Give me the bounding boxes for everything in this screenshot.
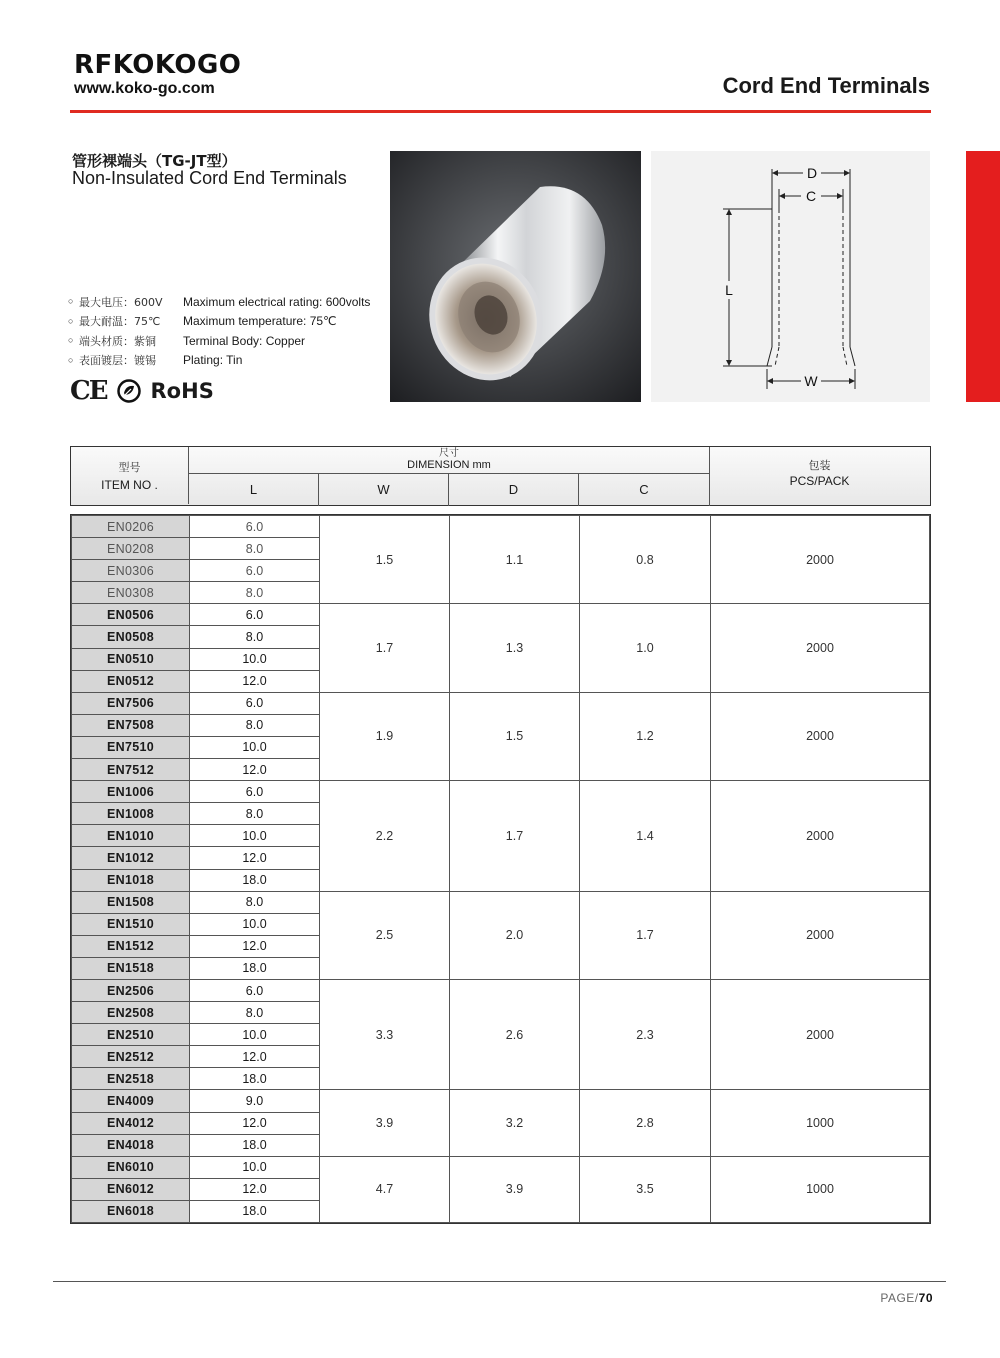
item-number-cell: EN4009 (72, 1090, 190, 1112)
length-cell: 12.0 (190, 1112, 320, 1134)
item-number-cell: EN2508 (72, 1002, 190, 1024)
item-number-cell: EN1008 (72, 803, 190, 825)
diagram-label-l: L (725, 282, 733, 298)
width-cell: 2.2 (320, 781, 450, 891)
item-number-cell: EN6010 (72, 1156, 190, 1178)
spec-label-cn: 最大电压：600V (79, 295, 163, 309)
width-cell: 4.7 (320, 1156, 450, 1222)
spec-table (70, 514, 931, 1224)
page-label: PAGE/ (880, 1291, 919, 1305)
length-cell: 10.0 (190, 1156, 320, 1178)
rohs-mark: RoHS (150, 379, 214, 403)
dimension-diagram (651, 151, 930, 402)
length-cell: 18.0 (190, 869, 320, 891)
c-dimension-cell: 1.0 (580, 604, 711, 692)
spec-item (68, 292, 370, 312)
length-cell: 6.0 (190, 516, 320, 538)
length-cell: 6.0 (190, 604, 320, 626)
item-number-cell: EN6018 (72, 1200, 190, 1222)
pack-quantity-cell: 1000 (711, 1156, 930, 1222)
header-col-l: L (189, 474, 319, 506)
d-dimension-cell: 1.1 (450, 516, 580, 604)
header-col-w: W (319, 474, 449, 506)
length-cell: 12.0 (190, 759, 320, 781)
header-col-d: D (449, 474, 579, 506)
header-dimension (189, 447, 710, 473)
item-number-cell: EN4018 (72, 1134, 190, 1156)
product-title-cn: 管形裸端头（TG-JT型） (72, 152, 237, 170)
spec-label-en: Plating: Tin (183, 353, 243, 368)
length-cell: 12.0 (190, 670, 320, 692)
bullet-ring-icon: ○ (68, 335, 74, 346)
spec-label-cn: 最大耐温：75℃ (79, 315, 161, 329)
d-dimension-cell: 3.2 (450, 1090, 580, 1156)
page-title: Cord End Terminals (722, 73, 930, 98)
section-tab-marker (966, 151, 1000, 402)
page-number (880, 1291, 933, 1305)
length-cell: 12.0 (190, 847, 320, 869)
table-row (72, 604, 930, 626)
length-cell: 8.0 (190, 626, 320, 648)
item-number-cell: EN6012 (72, 1178, 190, 1200)
spec-item (68, 351, 370, 371)
length-cell: 8.0 (190, 803, 320, 825)
item-number-cell: EN7510 (72, 736, 190, 758)
header-divider (70, 110, 931, 113)
item-number-cell: EN1018 (72, 869, 190, 891)
bullet-ring-icon: ○ (68, 296, 74, 307)
length-cell: 12.0 (190, 1178, 320, 1200)
c-dimension-cell: 3.5 (580, 1156, 711, 1222)
c-dimension-cell: 1.7 (580, 891, 711, 979)
item-number-cell: EN1006 (72, 781, 190, 803)
diagram-label-d: D (806, 165, 818, 181)
website-url[interactable]: www.koko-go.com (74, 80, 215, 97)
header-pack-cn: 包装 (808, 459, 831, 472)
header-col-c: C (579, 474, 710, 506)
d-dimension-cell: 2.6 (450, 979, 580, 1089)
item-number-cell: EN0206 (72, 516, 190, 538)
length-cell: 8.0 (190, 891, 320, 913)
item-number-cell: EN1512 (72, 935, 190, 957)
item-number-cell: EN0306 (72, 560, 190, 582)
diagram-label-c: C (805, 188, 817, 204)
length-cell: 18.0 (190, 957, 320, 979)
length-cell: 6.0 (190, 781, 320, 803)
header-pack (710, 447, 929, 504)
width-cell: 3.3 (320, 979, 450, 1089)
item-number-cell: EN4012 (72, 1112, 190, 1134)
item-number-cell: EN1010 (72, 825, 190, 847)
item-number-cell: EN0512 (72, 670, 190, 692)
diagram-label-w: W (804, 373, 818, 389)
pack-quantity-cell: 2000 (711, 604, 930, 692)
length-cell: 8.0 (190, 538, 320, 560)
certification-marks (70, 376, 214, 406)
length-cell: 10.0 (190, 736, 320, 758)
table-row (72, 891, 930, 913)
header-dimension-en: DIMENSION mm (407, 459, 491, 471)
item-number-cell: EN0506 (72, 604, 190, 626)
length-cell: 12.0 (190, 1046, 320, 1068)
length-cell: 12.0 (190, 935, 320, 957)
c-dimension-cell: 0.8 (580, 516, 711, 604)
table-row (72, 1090, 930, 1112)
header-item-cn: 型号 (118, 461, 141, 474)
pack-quantity-cell: 2000 (711, 516, 930, 604)
d-dimension-cell: 3.9 (450, 1156, 580, 1222)
d-dimension-cell: 1.7 (450, 781, 580, 891)
length-cell: 6.0 (190, 979, 320, 1001)
spec-label-en: Maximum electrical rating: 600volts (183, 294, 371, 309)
length-cell: 6.0 (190, 560, 320, 582)
length-cell: 18.0 (190, 1200, 320, 1222)
spec-item (68, 312, 370, 332)
c-dimension-cell: 2.8 (580, 1090, 711, 1156)
spec-label-cn: 端头材质：紫铜 (79, 334, 156, 348)
width-cell: 1.5 (320, 516, 450, 604)
pack-quantity-cell: 2000 (711, 781, 930, 891)
d-dimension-cell: 1.3 (450, 604, 580, 692)
item-number-cell: EN1510 (72, 913, 190, 935)
product-title-en: Non-Insulated Cord End Terminals (72, 168, 347, 188)
length-cell: 8.0 (190, 714, 320, 736)
table-header (70, 446, 931, 506)
spec-label-en: Terminal Body: Copper (183, 333, 306, 348)
item-number-cell: EN2510 (72, 1024, 190, 1046)
item-number-cell: EN0208 (72, 538, 190, 560)
length-cell: 10.0 (190, 1024, 320, 1046)
page-number-value: 70 (918, 1291, 933, 1305)
item-number-cell: EN2512 (72, 1046, 190, 1068)
table-row (72, 692, 930, 714)
table-row (72, 979, 930, 1001)
footer-divider (53, 1281, 946, 1282)
c-dimension-cell: 1.2 (580, 692, 711, 780)
width-cell: 2.5 (320, 891, 450, 979)
width-cell: 1.7 (320, 604, 450, 692)
item-number-cell: EN7512 (72, 759, 190, 781)
length-cell: 6.0 (190, 692, 320, 714)
length-cell: 10.0 (190, 913, 320, 935)
width-cell: 3.9 (320, 1090, 450, 1156)
item-number-cell: EN1518 (72, 957, 190, 979)
c-dimension-cell: 1.4 (580, 781, 711, 891)
pack-quantity-cell: 2000 (711, 979, 930, 1089)
length-cell: 9.0 (190, 1090, 320, 1112)
item-number-cell: EN1508 (72, 891, 190, 913)
item-number-cell: EN0308 (72, 582, 190, 604)
bullet-ring-icon: ○ (68, 354, 74, 365)
spec-table-body (72, 516, 930, 1223)
ce-mark: CE (70, 376, 107, 406)
spec-list (68, 292, 370, 370)
header-dimension-cn: 尺寸 (439, 448, 459, 459)
header-item-en: ITEM NO . (101, 478, 158, 492)
d-dimension-cell: 2.0 (450, 891, 580, 979)
item-number-cell: EN7508 (72, 714, 190, 736)
item-number-cell: EN1012 (72, 847, 190, 869)
length-cell: 18.0 (190, 1068, 320, 1090)
table-row (72, 516, 930, 538)
length-cell: 10.0 (190, 825, 320, 847)
pack-quantity-cell: 2000 (711, 891, 930, 979)
length-cell: 18.0 (190, 1134, 320, 1156)
header-item-no (71, 447, 189, 504)
item-number-cell: EN0508 (72, 626, 190, 648)
product-photo (390, 151, 641, 402)
spec-label-cn: 表面镀层：镀锡 (79, 354, 156, 368)
item-number-cell: EN2506 (72, 979, 190, 1001)
rohs-leaf-icon (117, 379, 141, 403)
d-dimension-cell: 1.5 (450, 692, 580, 780)
brand-logo: RFKOKOGO (74, 50, 242, 80)
header-pack-en: PCS/PACK (789, 474, 850, 488)
table-row (72, 1156, 930, 1178)
item-number-cell: EN7506 (72, 692, 190, 714)
spec-item (68, 331, 370, 351)
spec-table-grid (71, 515, 930, 1223)
header-dimension-subcolumns (189, 473, 710, 506)
item-number-cell: EN0510 (72, 648, 190, 670)
length-cell: 8.0 (190, 1002, 320, 1024)
width-cell: 1.9 (320, 692, 450, 780)
item-number-cell: EN2518 (72, 1068, 190, 1090)
pack-quantity-cell: 1000 (711, 1090, 930, 1156)
spec-label-en: Maximum temperature: 75℃ (183, 314, 337, 329)
pack-quantity-cell: 2000 (711, 692, 930, 780)
length-cell: 8.0 (190, 582, 320, 604)
bullet-ring-icon: ○ (68, 315, 74, 326)
length-cell: 10.0 (190, 648, 320, 670)
c-dimension-cell: 2.3 (580, 979, 711, 1089)
table-row (72, 781, 930, 803)
